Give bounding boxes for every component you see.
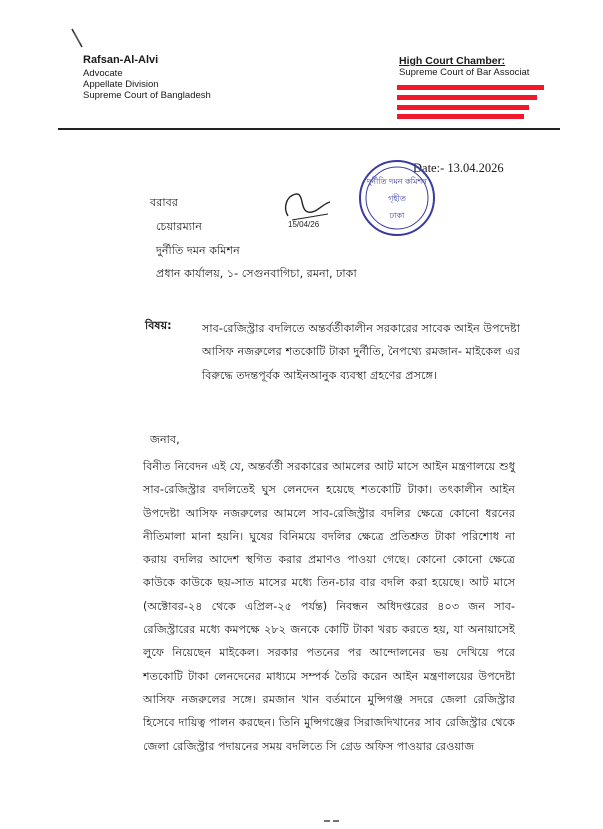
- recipient-address: প্রধান কার্যালয়, ১- সেগুনবাগিচা, রমনা, ঢাকা: [156, 267, 357, 280]
- subject-text: সাব-রেজিস্ট্রার বদলিতে অন্তর্বর্তীকালীন সরকারের সাবেক আইন উপদেষ্টা আসিফ নজরুলের শতকোটি টাকা দুর্নীতি, নৈপথ্যে রমজান- মাইকেল এর বিরুদ্ধে তদন্তপূর্বক আইনআনুক ব্যবস্থা গ্রহণের প্রসঙ্গে।: [202, 322, 520, 382]
- redaction-bar: [397, 114, 524, 119]
- advocate-title: Advocate: [83, 68, 123, 79]
- svg-text:ঢাকা: ঢাকা: [389, 211, 405, 220]
- redaction-bar: [397, 95, 537, 100]
- letterhead-left: [83, 55, 211, 101]
- advocate-court: Supreme Court of Bangladesh: [83, 90, 211, 101]
- handwritten-signature: [278, 186, 336, 228]
- recipient-organisation: দুর্নীতি দমন কমিশন: [156, 244, 240, 257]
- footer-mark: [322, 818, 342, 824]
- body-paragraph: বিনীত নিবেদন এই যে, অন্তর্বর্তী সরকারের আমলের আট মাসে আইন মন্ত্রণালয়ে শুধু সাব-রেজিস্ট্রার বদলিতেই ঘুস লেনদেন হয়েছে শতকোটি টাকা। তৎকালীন আইন উপদেষ্টা আসিফ নজরুলের আমলে সাব-রেজিস্ট্রার বদলির ক্ষেত্রে কোনো ধরনের নীতিমালা মানা হয়নি। ঘুষের বিনিময়ে বদলির ক্ষেত্রে প্রতিশ্রুত টাকা পরিশোধ না করায় বদলির আদেশ স্থগিত করার প্রমাণও পাওয়া গেছে। কোনো কোনো ক্ষেত্রে কাউকে কাউকে ছয়-সাত মাসের মধ্যে তিন-চার বার বদলি করা হয়েছে। আট মাসে (অক্টোবর-২৪ থেকে এপ্রিল-২৫ পর্যন্ত) নিবন্ধন অধিদপ্তরের ৪০৩ জন সাব-রেজিস্ট্রারের মধ্যে কমপক্ষে ২৮২ জনকে কোটি টাকা খরচ করতে হয়, যা অনায়াসেই লুফে নিয়েছেন মাইকেল। সরকার পতনের পর আন্দোলনের ভয় দেখিয়ে পরে শতকোটি টাকা লেনদেনের মাধ্যমে সম্পর্ক তৈরি করেন আইন মন্ত্রণালয়ের উপদেষ্টা আসিফ নজরুলের সঙ্গে। রমজান খান বর্তমানে মুন্সিগঞ্জ সদরে জেলা রেজিস্ট্রার হিসেবে দায়িত্ব পালন করছেন। তিনি মুন্সিগঞ্জের সিরাজদিখানের সাব রেজিস্ট্রার থেকে জেলা রেজিস্ট্রার পদায়নের সময় বদলিতে সি গ্রেড অফিস পাওয়ার রেওয়াজ: [143, 460, 515, 753]
- recipient-greeting: বরাবর: [150, 196, 179, 209]
- signature-date: 15/04/26: [288, 220, 320, 228]
- letterhead-right: [399, 56, 529, 78]
- received-seal: [357, 158, 437, 238]
- letter-date: Date:- 13.04.2026: [413, 161, 504, 175]
- salutation: জনাব,: [150, 433, 180, 446]
- advocate-name: Rafsan-Al-Alvi: [83, 54, 159, 66]
- pen-mark: [70, 27, 84, 49]
- svg-text:গৃহীত: গৃহীত: [388, 194, 406, 203]
- redaction-bar: [397, 85, 544, 90]
- svg-text:দুর্নীতি দমন কমিশন: দুর্নীতি দমন কমিশন: [367, 177, 427, 186]
- redaction-bar: [397, 105, 529, 110]
- advocate-division: Appellate Division: [83, 79, 159, 90]
- chamber-line: Supreme Court of Bar Associat: [399, 67, 530, 78]
- subject-label: বিষয়:: [145, 319, 172, 332]
- header-divider: [58, 128, 560, 130]
- recipient-designation: চেয়ারম্যান: [156, 220, 202, 233]
- chamber-title: High Court Chamber:: [399, 55, 506, 67]
- letter-body: [143, 455, 515, 758]
